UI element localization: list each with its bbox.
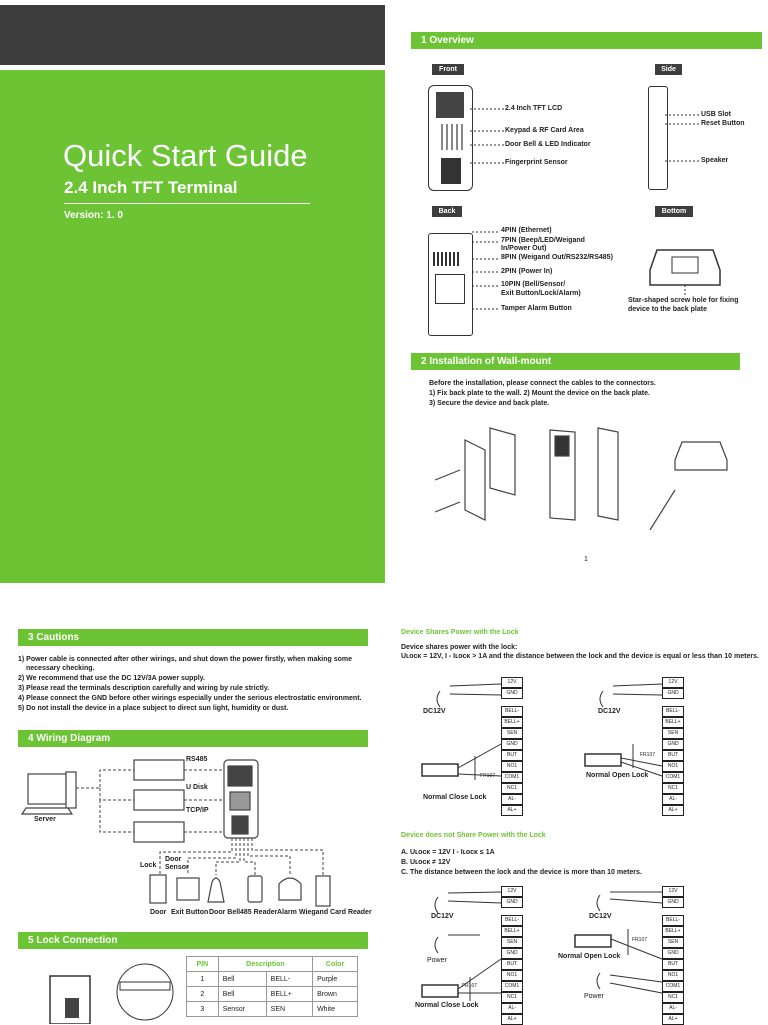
caution-2: 2) We recommend that use the DC 12V/3A power supply. xyxy=(18,675,205,682)
terminal-label: GND xyxy=(501,948,523,959)
terminal-label: BELL+ xyxy=(662,926,684,937)
table-row xyxy=(187,972,358,987)
pin-header: PIN xyxy=(187,957,219,972)
wiring-udisk: U Disk xyxy=(186,784,208,791)
wiring-rs485: RS485 xyxy=(186,756,208,763)
notshared-line-b: B. Uʟᴏᴄᴋ ≠ 12V xyxy=(401,859,451,866)
pin-table xyxy=(186,956,358,1017)
shared-normal-close-lock: Normal Close Lock xyxy=(423,794,487,801)
terminal-label: BUT xyxy=(662,959,684,970)
shared-dc12v-right: DC12V xyxy=(598,708,621,715)
terminal-label: GND xyxy=(662,948,684,959)
back-label-10pin-cont: Exit Button/Lock/Alarm) xyxy=(501,290,581,297)
installation-illustrations xyxy=(430,420,740,530)
notshared-fr107-right: FR107 xyxy=(632,937,648,943)
wiring-lock: Lock xyxy=(140,862,157,869)
wiring-door-sensor-2: Sensor xyxy=(165,864,189,871)
front-device-illustration xyxy=(428,85,473,191)
shared-normal-open-lock: Normal Open Lock xyxy=(586,772,649,779)
terminal-label: 12V xyxy=(501,886,523,897)
shared-fr107-left: FR107 xyxy=(480,773,496,779)
color-cell: White xyxy=(313,1002,358,1017)
description-cell: Sensor xyxy=(218,1002,266,1017)
front-label-doorbell: Door Bell & LED Indicator xyxy=(505,141,591,148)
caution-5: 5) Do not install the device in a place subject to direct sun light, humidity or dust. xyxy=(18,705,289,712)
terminal-label: BUT xyxy=(501,750,523,761)
terminal-label: NC1 xyxy=(501,783,523,794)
terminal-label: COM1 xyxy=(662,981,684,992)
terminal-label: AL+ xyxy=(662,1014,684,1025)
front-label-keypad: Keypad & RF Card Area xyxy=(505,127,584,134)
terminal-label: BUT xyxy=(501,959,523,970)
shared-dc12v-left: DC12V xyxy=(423,708,446,715)
terminal-label: AL+ xyxy=(501,805,523,816)
color-header: Color xyxy=(313,957,358,972)
terminal-label: NO1 xyxy=(501,970,523,981)
terminal-label: AL- xyxy=(501,1003,523,1014)
lock-heading: 5 Lock Connection xyxy=(18,932,368,949)
terminal-label: AL- xyxy=(501,794,523,805)
terminal-label: AL- xyxy=(662,1003,684,1014)
front-label-lcd: 2.4 Inch TFT LCD xyxy=(505,105,563,112)
shared-line-1: Device shares power with the lock: xyxy=(401,644,518,651)
back-label-8pin: 8PIN (Weigand Out/RS232/RS485) xyxy=(501,254,613,261)
back-label-2pin: 2PIN (Power In) xyxy=(501,268,553,275)
back-leader-lines xyxy=(472,225,502,315)
side-leader-lines xyxy=(665,110,705,170)
notshared-normal-close-lock: Normal Close Lock xyxy=(415,1002,479,1009)
notshared-normal-open-lock: Normal Open Lock xyxy=(558,953,621,960)
terminal-label: GND xyxy=(501,688,523,699)
wiring-device-door-bell: Door Bell xyxy=(209,909,241,916)
wiring-device-alarm: Alarm xyxy=(277,909,297,916)
caution-1: 1) Power cable is connected after other wirings, and shut down the power firstly, when making some xyxy=(18,656,352,663)
wiring-door-sensor-1: Door xyxy=(165,856,182,863)
table-row xyxy=(187,1002,358,1017)
wiring-device-485-reader: 485 Reader xyxy=(240,909,278,916)
notshared-power-left: Power xyxy=(427,957,447,964)
notshared-line-c: C. The distance between the lock and the device is more than 10 meters. xyxy=(401,869,642,876)
terminal-label: 12V xyxy=(501,677,523,688)
terminal-label: GND xyxy=(662,739,684,750)
terminal-label: BELL+ xyxy=(501,717,523,728)
page-number: 1 xyxy=(584,556,588,563)
wiring-device-door: Door xyxy=(150,909,167,916)
notshared-dc12v-left: DC12V xyxy=(431,913,454,920)
pin-cell: 1 xyxy=(187,972,219,987)
color-cell: Purple xyxy=(313,972,358,987)
terminal-label: NO1 xyxy=(662,761,684,772)
front-leader-lines xyxy=(470,100,510,170)
install-line-2: 1) Fix back plate to the wall. 2) Mount the device on the back plate. xyxy=(429,390,650,397)
terminal-label: SEN xyxy=(662,937,684,948)
notshared-fr107-left: FR107 xyxy=(462,983,478,989)
notshared-dc12v-right: DC12V xyxy=(589,913,612,920)
description-cell: Bell xyxy=(218,987,266,1002)
notshared-title: Device does not Share Power with the Lock xyxy=(401,832,546,839)
terminal-label: BELL- xyxy=(501,915,523,926)
description-header: Description xyxy=(218,957,312,972)
back-tag: Back xyxy=(432,206,462,217)
terminal-label: 12V xyxy=(662,677,684,688)
back-label-7pin: 7PIN (Beep/LED/Weigand xyxy=(501,237,585,244)
back-label-7pin-cont: In/Power Out) xyxy=(501,245,547,252)
front-tag: Front xyxy=(432,64,464,75)
terminal-block-notshared-open xyxy=(662,886,684,1025)
caution-3: 3) Please read the terminals description carefully and wiring by rule strictly. xyxy=(18,685,270,692)
side-label-speaker: Speaker xyxy=(701,157,729,164)
install-line-3: 3) Secure the device and back plate. xyxy=(429,400,550,407)
back-label-tamper: Tamper Alarm Button xyxy=(501,305,572,312)
cover-version: Version: 1. 0 xyxy=(64,210,123,221)
back-label-4pin: 4PIN (Ethernet) xyxy=(501,227,552,234)
notshared-line-a: A. Uʟᴏᴄᴋ = 12V I - Iʟᴏᴄᴋ ≤ 1A xyxy=(401,849,495,856)
overview-heading: 1 Overview xyxy=(411,32,762,49)
terminal-label: AL+ xyxy=(662,805,684,816)
wiring-diagram xyxy=(20,752,370,912)
bottom-tag: Bottom xyxy=(655,206,693,217)
caution-4: 4) Please connect the GND before other wirings especially under the serious electrostatic environment. xyxy=(18,695,362,702)
terminal-label: GND xyxy=(662,688,684,699)
terminal-label: NO1 xyxy=(662,970,684,981)
notshared-close-wiring xyxy=(420,885,505,1020)
terminal-label: BUT xyxy=(662,750,684,761)
install-heading: 2 Installation of Wall-mount xyxy=(411,353,740,370)
terminal-label: GND xyxy=(662,897,684,908)
terminal-label: GND xyxy=(501,739,523,750)
lock-connection-illustration xyxy=(40,962,185,1024)
wiring-heading: 4 Wiring Diagram xyxy=(18,730,368,747)
terminal-label: NC1 xyxy=(501,992,523,1003)
terminal-label: BELL+ xyxy=(662,717,684,728)
caution-1-cont: necessary checking. xyxy=(26,665,95,672)
terminal-label: COM1 xyxy=(501,772,523,783)
back-device-illustration xyxy=(428,233,473,336)
terminal-label: AL- xyxy=(662,794,684,805)
terminal-label: COM1 xyxy=(662,772,684,783)
wiring-server: Server xyxy=(34,816,56,823)
table-row xyxy=(187,987,358,1002)
cover-title: Quick Start Guide xyxy=(63,138,308,173)
back-label-10pin: 10PIN (Bell/Sensor/ xyxy=(501,281,566,288)
side-label-usb: USB Slot xyxy=(701,111,731,118)
side-tag: Side xyxy=(655,64,682,75)
description-cell: Bell xyxy=(218,972,266,987)
terminal-label: BELL- xyxy=(662,915,684,926)
cover-divider xyxy=(64,203,310,204)
terminal-label: BELL- xyxy=(501,706,523,717)
shared-fr107-right: FR107 xyxy=(640,752,656,758)
shared-line-2: Uʟᴏᴄᴋ = 12V, I - Iʟᴏᴄᴋ > 1A and the distance between the lock and the device is equal or less than 10 meters. xyxy=(401,653,759,660)
terminal-label: SEN xyxy=(662,728,684,739)
terminal-label: 12V xyxy=(662,886,684,897)
terminal-label: NC1 xyxy=(662,783,684,794)
terminal-label: AL+ xyxy=(501,1014,523,1025)
pin-table-header xyxy=(187,957,358,972)
shared-title: Device Shares Power with the Lock xyxy=(401,629,519,636)
pin-cell: 2 xyxy=(187,987,219,1002)
pin-cell: 3 xyxy=(187,1002,219,1017)
bottom-label-1: Star-shaped screw hole for fixing xyxy=(628,297,739,304)
terminal-label: BELL+ xyxy=(501,926,523,937)
terminal-label: COM1 xyxy=(501,981,523,992)
terminal-label: BELL- xyxy=(662,706,684,717)
wiring-device-wiegand: Wiegand Card Reader xyxy=(299,909,372,916)
cover-header-band xyxy=(0,5,385,65)
install-line-1: Before the installation, please connect the cables to the connectors. xyxy=(429,380,656,387)
signal-cell: SEN xyxy=(266,1002,312,1017)
terminal-label: GND xyxy=(501,897,523,908)
signal-cell: BELL- xyxy=(266,972,312,987)
bottom-label-2: device to the back plate xyxy=(628,306,707,313)
signal-cell: BELL+ xyxy=(266,987,312,1002)
terminal-label: NC1 xyxy=(662,992,684,1003)
wiring-tcpip: TCP/IP xyxy=(186,807,209,814)
front-label-fingerprint: Fingerprint Sensor xyxy=(505,159,568,166)
color-cell: Brown xyxy=(313,987,358,1002)
cautions-heading: 3 Cautions xyxy=(18,629,368,646)
terminal-label: SEN xyxy=(501,937,523,948)
cover-subtitle: 2.4 Inch TFT Terminal xyxy=(64,178,238,197)
terminal-label: SEN xyxy=(501,728,523,739)
notshared-power-right: Power xyxy=(584,993,604,1000)
bottom-device-illustration xyxy=(645,245,725,295)
terminal-label: NO1 xyxy=(501,761,523,772)
side-label-reset: Reset Button xyxy=(701,120,745,127)
wiring-device-exit-button: Exit Button xyxy=(171,909,209,916)
